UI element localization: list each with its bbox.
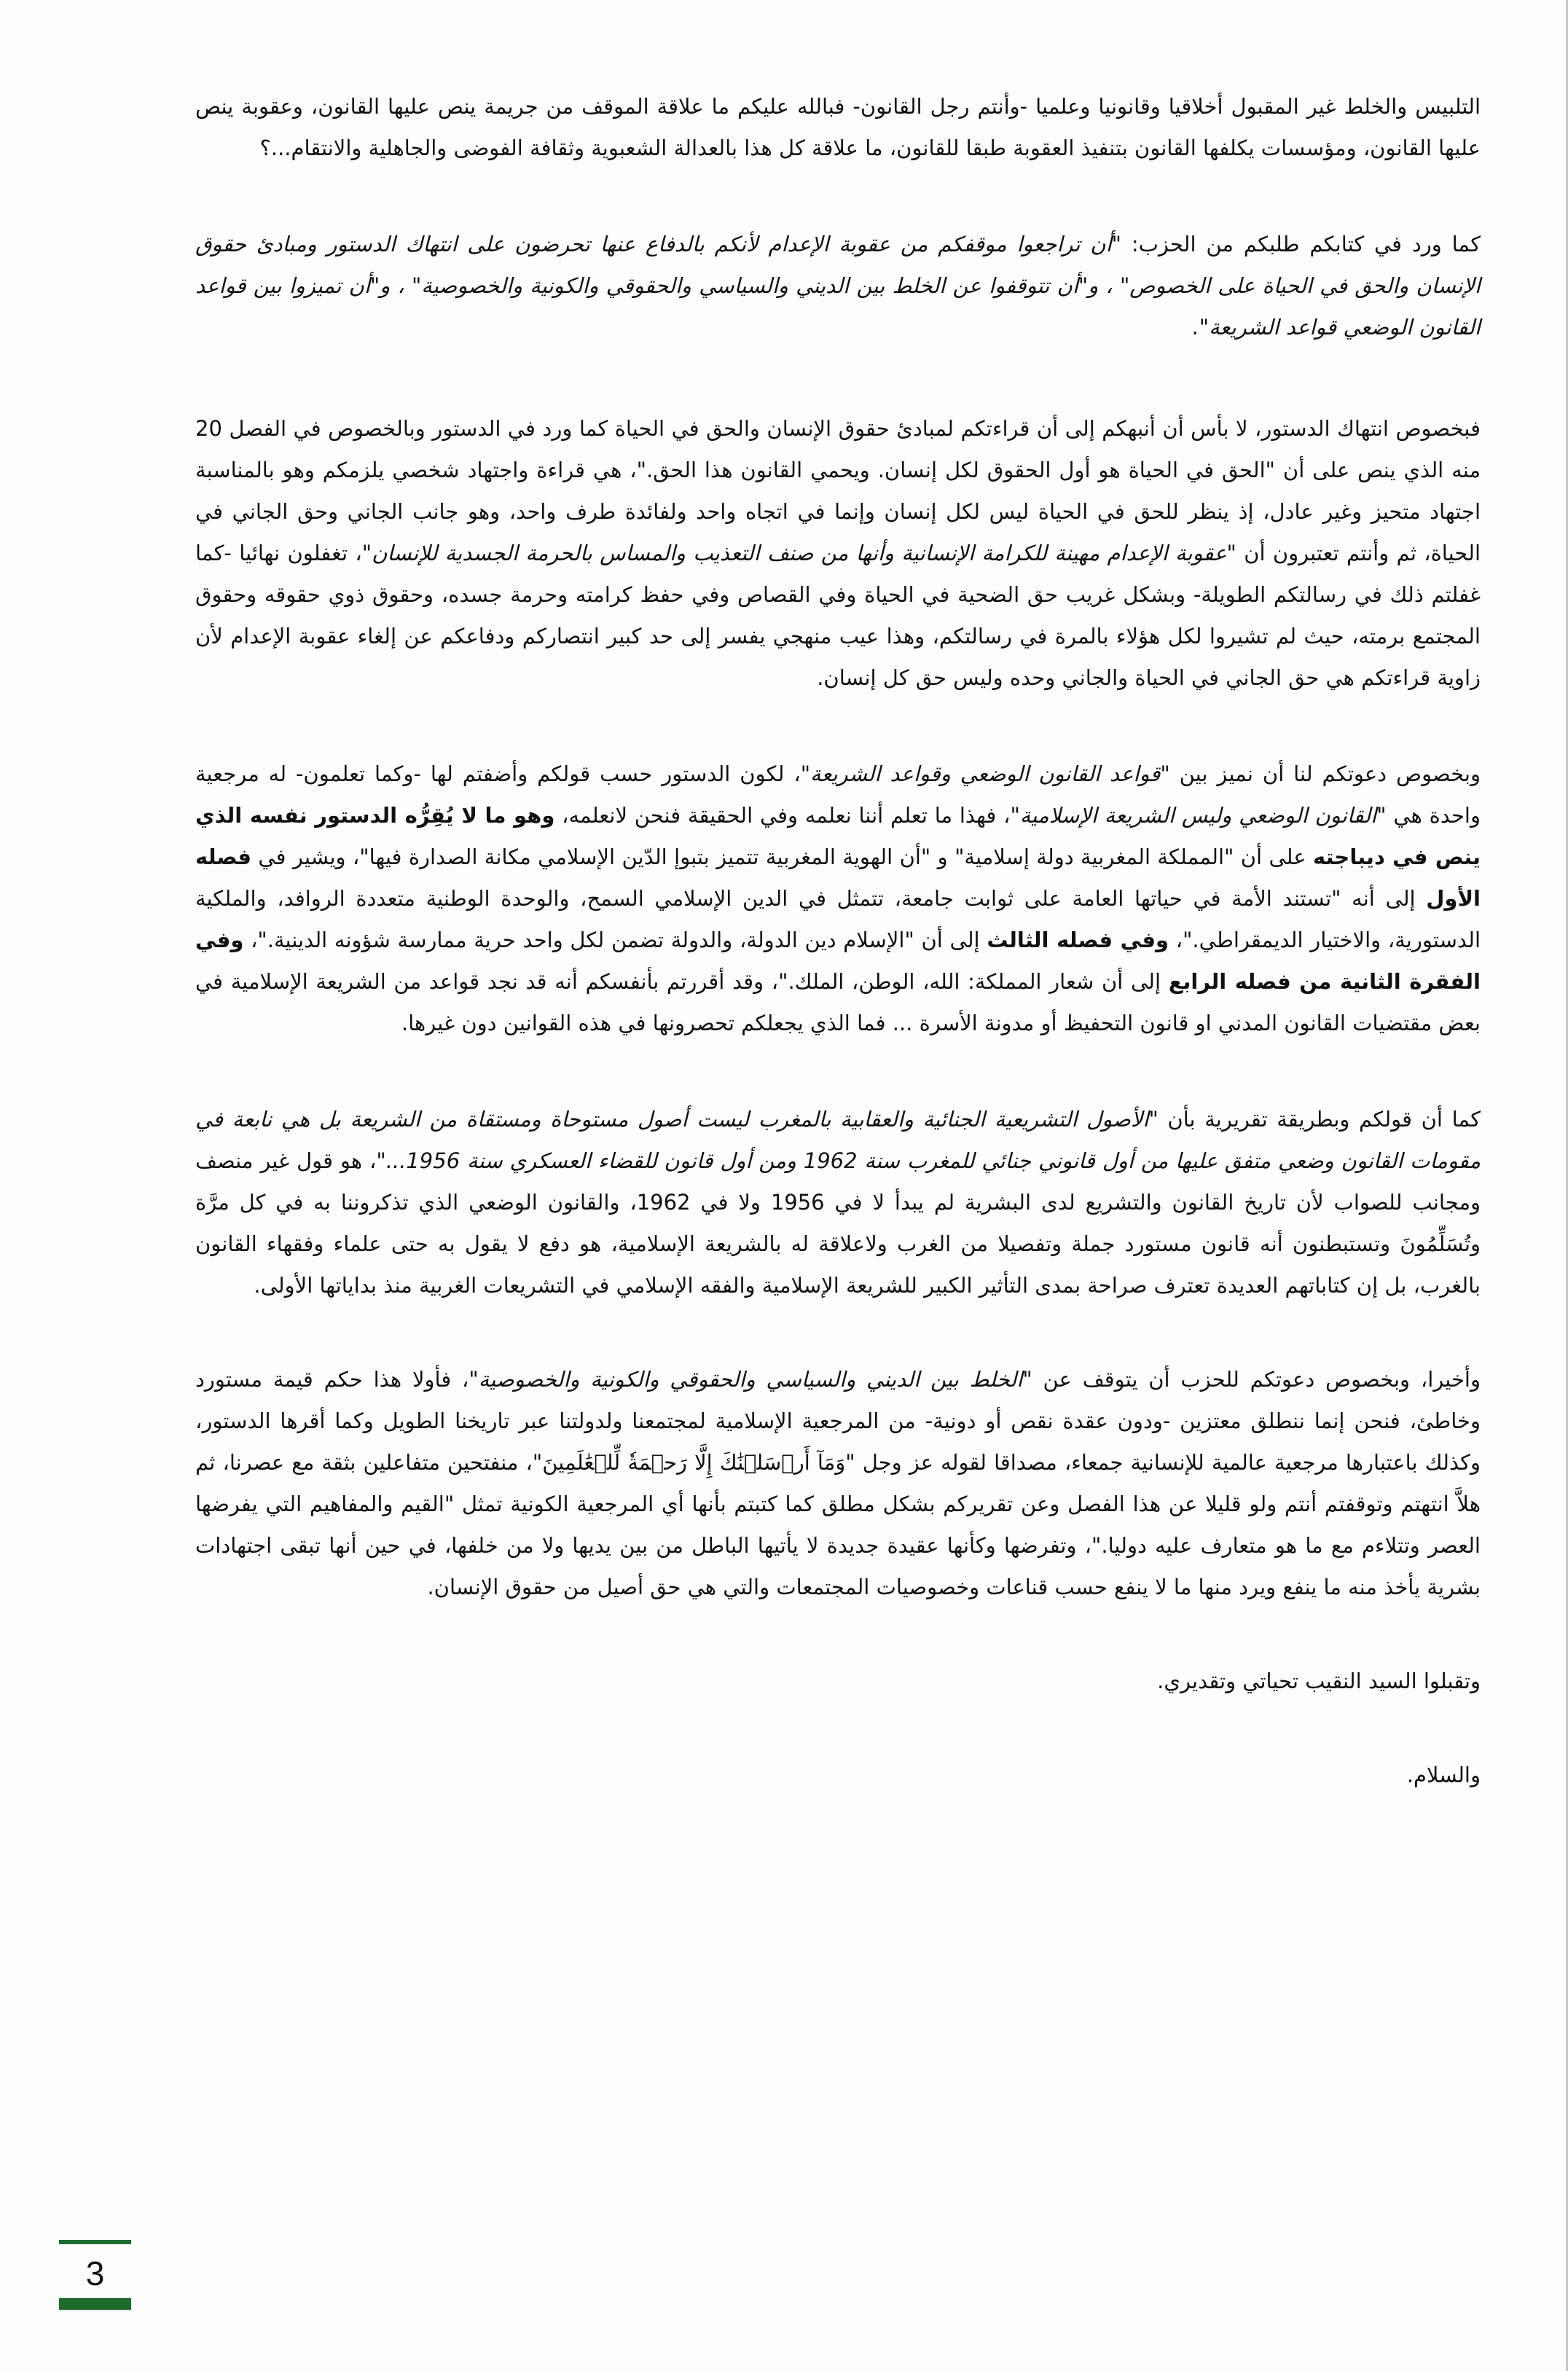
paragraph-text: إلى أنه "تستند الأمة في حياتها العامة على ثوابت جامعة، تتمثل في الدين الإسلامي السمح، والوحدة الوطنية متعددة الروافد، والملكية الدستورية، والاختيار الديمقراطي."، [195, 886, 1481, 952]
paragraph-text: وبخصوص دعوتكم لنا أن نميز بين [1169, 761, 1481, 786]
quoted-text: "الأصول التشريعية الجنائية والعقابية بالمغرب ليست أصول مستوحاة ومستقاة من الشريعة بل هي نابعة في مقومات القانون وضعي متفق عليها من أول قانوني جنائي للمغرب سنة 1962 ومن أول قانون للقضاء العسكري سنة 1956..." [195, 1107, 1481, 1173]
emphasized-text: وفي الفقرة الثانية من فصله الرابع [195, 928, 1481, 994]
quoted-text: "أن تراجعوا موقفكم من عقوبة الإعدام لأنكم بالدفاع عنها تحرضون على انتهاك الدستور ومبادئ حقوق الإنسان والحق في الحياة على الخصوص" ، و"أن تتوقفوا عن الخلط بين الديني والسياسي والحقوقي والكونية والخصوصية" ، و"أن تميزوا بين قواعد القانون الوضعي قواعد الشريعة". [195, 232, 1481, 340]
paragraph-text: إلى أن شعار المملكة: الله، الوطن، الملك."، وقد أقررتم بأنفسكم أنه قد نجد قواعد من الشريعة الإسلامية في بعض مقتضيات القانون المدني او قانون التحفيظ أو مدونة الأسرة ... فما الذي يجعلكم تحصرونها في هذه القوانين دون غيرها. [195, 969, 1481, 1035]
closing-salutation-text: والسلام. [1406, 1763, 1481, 1787]
emphasized-text: وهو ما لا يُقِرُّه الدستور نفسه الذي ينص في ديباجته [195, 803, 1481, 869]
closing-regards-text: وتقبلوا السيد النقيب تحياتي وتقديري. [1157, 1669, 1481, 1693]
paragraph-text: ، فأولا هذا حكم قيمة مستورد وخاطئ، فنحن إنما ننطلق معتزين -ودون عقدة نقص أو دونية- من المرجعية الإسلامية لمجتمعنا ولدولتنا عبر تاريخنا الطويل وكما أقرها الدستور، وكذلك باعتبارها مرجعية عالمية للإنسانية جمعاء، مصداقا لقوله عز وجل "وَمَآ أَرۡسَلۡنَٰكَ إِلَّا رَحۡمَةٗ لِّلۡعَٰلَمِينَ"، منفتحين متفاعلين بثقة مع عصرنا، ثم هلاَّ انتهتم وتوقفتم أنتم ولو قليلا عن هذا الفصل وعن تقريركم بشكل مطلق كما كتبتم بأنها أي المرجعية الكونية تمثل "القيم والمفاهيم التي يفرضها العصر وتتلاءم مع ما هو متعارف عليه دوليا."، وتفرضها وكأنها عقيدة جديدة لا يأتيها الباطل من بين يديها ولا من خلفها، في حين أنها تبقى اجتهادات بشرية يأخذ منه ما ينفع ويرد منها ما لا ينفع حسب قناعات وخصوصيات المجتمعات والتي هي حق أصيل من حقوق الإنسان. [195, 1367, 1481, 1599]
quoted-text: "عقوبة الإعدام مهينة للكرامة الإنسانية وأنها من صنف التعذيب والمساس بالحرمة الجسدية للإنسان" [361, 541, 1236, 565]
page-number-bottom-rule [59, 2298, 131, 2310]
paragraph-text: ، تغفلون نهائيا -كما غفلتم ذلك في رسالتكم الطويلة- وبشكل غريب حق الضحية في الحياة وفي القصاص وفي حفظ كرامته وحرمة جسده، وحقوق ذوي حقوقه وحقوق المجتمع برمته، حيث لم تشيروا لكل هؤلاء بالمرة في رسالتكم، وهذا عيب منهجي يفسر إلى حد كبير انتصاركم ودفاعكم عن إلغاء عقوبة الإعدام لأن زاوية قراءتكم هي حق الجاني في الحياة والجاني وحده وليس حق كل إنسان. [195, 541, 1481, 690]
emphasized-text: فصله الأول [195, 844, 1481, 911]
paragraph-text: على أن "المملكة المغربية دولة إسلامية" و "أن الهوية المغربية تتميز بتبوإ الدّين الإسلامي مكانة الصدارة فيها"، ويشير في [251, 844, 1313, 869]
paragraph-text: وأخيرا، وبخصوص دعوتكم للحزب أن يتوقف عن [1032, 1367, 1481, 1392]
quoted-text: "قواعد القانون الوضعي وقواعد الشريعة" [800, 761, 1170, 786]
paragraph-2 [195, 224, 1481, 348]
paragraph-5 [195, 1099, 1481, 1306]
letter-body [195, 86, 1481, 1848]
paragraph-text: ، فهذا ما تعلم أننا نعلمه وفي الحقيقة فنحن لانعلمه، [554, 803, 1011, 828]
paragraph-text: ، هو قول غير منصف ومجانب للصواب لأن تاريخ القانون والتشريع لدى البشرية لم يبدأ لا في 1956 ولا في 1962، والقانون الوضعي الذي تذكروننا به في كل مرَّة وتُسَلِّمُونَ وتستبطنون أنه قانون مستورد جملة وتفصيلا من الغرب ولاعلاقة له بالشريعة الإسلامية، هو دفع لا يقول به حتى علماء وفقهاء القانون بالغرب، بل إن كتاباتهم العديدة تعترف صراحة بمدى التأثير الكبير للشريعة الإسلامية والفقه الإسلامي في التشريعات الغربية منذ بداياتها الأولى. [195, 1148, 1481, 1298]
page-number: 3 [85, 2254, 105, 2292]
quoted-text: "الخلط بين الديني والسياسي والحقوقي والكونية والخصوصية" [469, 1367, 1032, 1392]
paragraph-text: التلبيس والخلط غير المقبول أخلاقيا وقانونيا وعلميا -وأنتم رجل القانون- فبالله عليكم ما علاقة الموقف من جريمة ينص عليها القانون، وعقوبة ينص عليها القانون، ومؤسسات يكلفها القانون بتنفيذ العقوبة طبقا للقانون، ما علاقة كل هذا بالعدالة الشعبوية وثقافة الفوضى والجاهلية والانتقام...؟ [195, 94, 1481, 160]
paragraph-3 [195, 408, 1481, 699]
closing-regards [195, 1661, 1481, 1702]
paragraph-text: إلى أن "الإسلام دين الدولة، والدولة تضمن لكل واحد حرية ممارسة شؤونه الدينية."، [243, 928, 987, 952]
paragraph-1 [195, 86, 1481, 169]
quoted-text: "القانون الوضعي وليس الشريعة الإسلامية" [1010, 803, 1387, 828]
paragraph-text: فبخصوص انتهاك الدستور، لا بأس أن أنبهكم إلى أن قراءتكم لمبادئ حقوق الإنسان والحق في الحياة كما ورد في الدستور وبالخصوص في الفصل 20 منه الذي ينص على أن "الحق في الحياة هو أول الحقوق لكل إنسان. ويحمي القانون هذا الحق."، هي قراءة واجتهاد شخصي يلزمكم وهو بالمناسبة اجتهاد متحيز وغير عادل، إذ ينظر للحق في الحياة ليس لكل إنسان وإنما في اتجاه واحد ولفائدة طرف واحد، وهو جانب الجاني وحق الجاني في الحياة، ثم وأنتم تعتبرون أن [195, 416, 1481, 565]
emphasized-text: وفي فصله الثالث [987, 928, 1169, 952]
paragraph-4 [195, 753, 1481, 1044]
closing-salutation [195, 1755, 1481, 1796]
paragraph-text: كما ورد في كتابكم طلبكم من الحزب: [1121, 232, 1481, 256]
page-number-top-rule [59, 2240, 131, 2244]
paragraph-text: ، لكون الدستور حسب قولكم وأضفتم لها -وكما تعلمون- له مرجعية واحدة هي [195, 761, 1481, 828]
paragraph-text: كما أن قولكم وبطريقة تقريرية بأن [1158, 1107, 1481, 1132]
paragraph-6 [195, 1359, 1481, 1608]
page-number-block [59, 2240, 131, 2310]
